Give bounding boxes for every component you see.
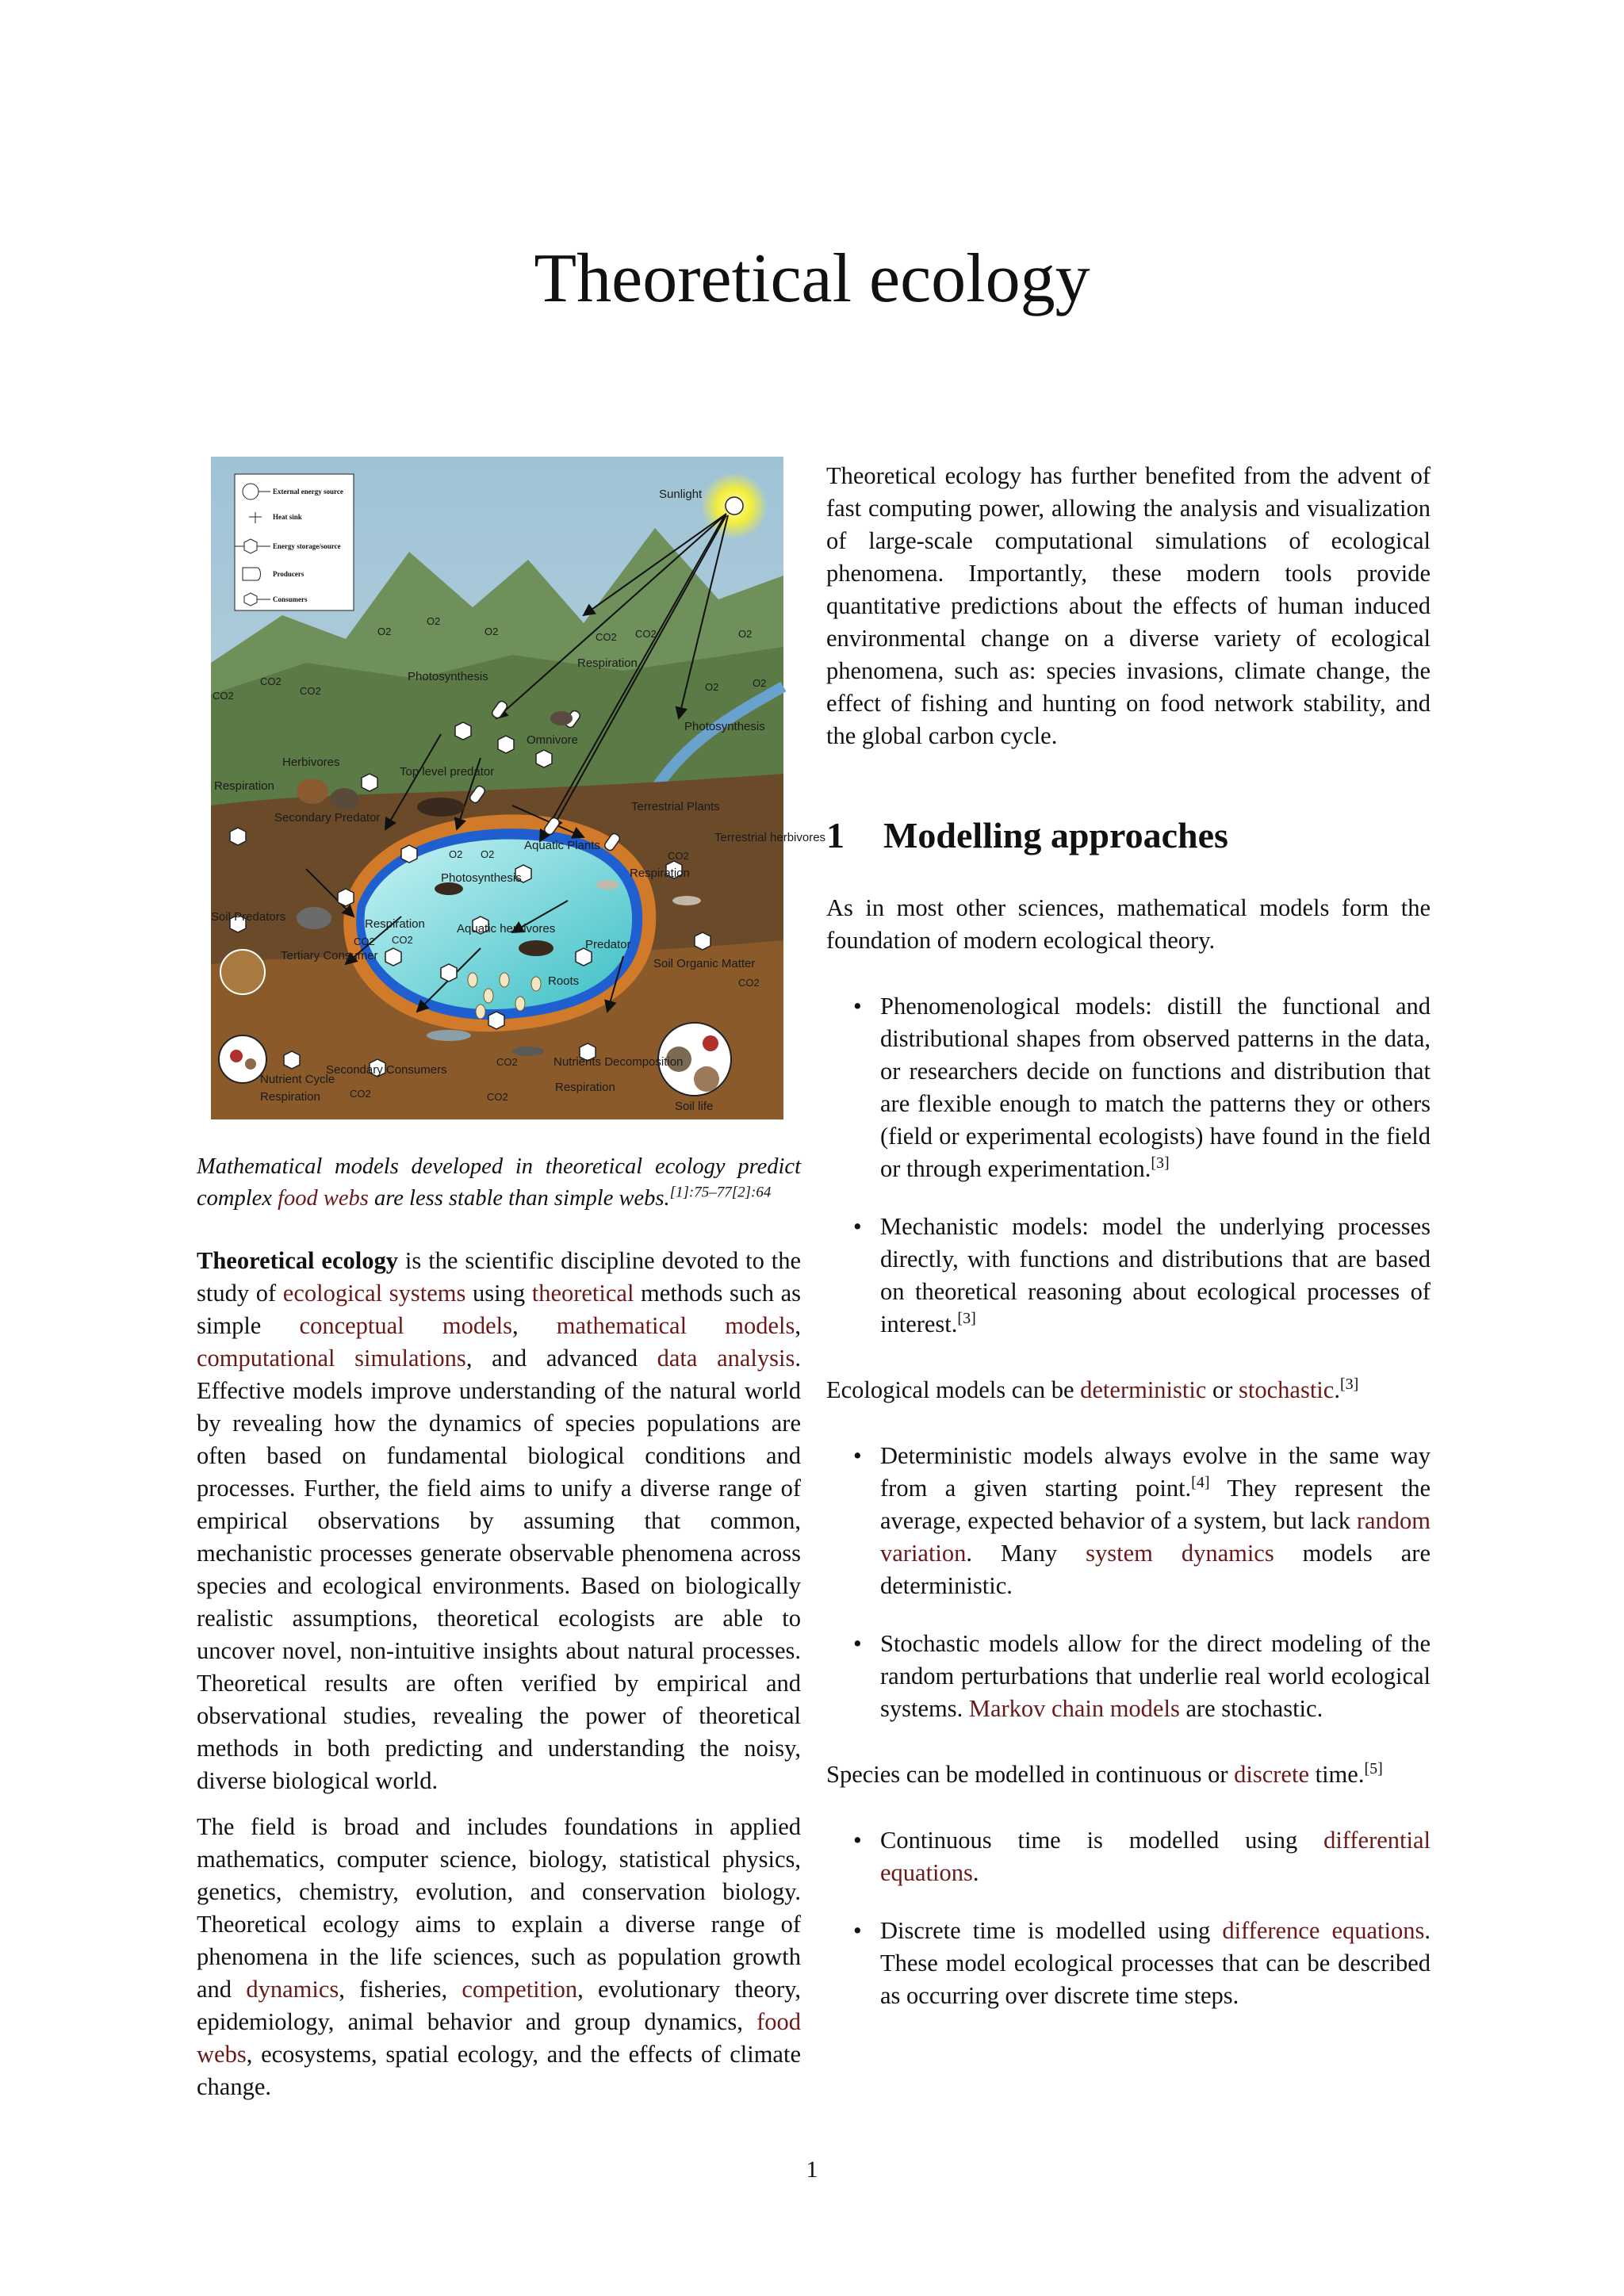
svg-text:O2: O2 bbox=[427, 615, 441, 627]
field-paragraph: The field is broad and includes foundations in applied mathematics, computer science, biology, statistical physics, genetics, chemistry, evolution, and conservation biology. Theoretical ecology aims to explain a diverse range of phenomena in the life sciences, such as population growth and dynamics, fisheries, competition, evolutionary theory, epidemiology, animal behavior and group dynamics, food webs, ecosystems, spatial ecology, and the effects of climate change. bbox=[197, 1813, 802, 2100]
time-list bbox=[826, 1824, 1431, 2012]
figure-caption: Mathematical models developed in theoretical ecology predict complex food webs are less stable than simple webs.$^{[1]:75-77[2]:64}$ bbox=[197, 1154, 801, 1211]
citation-ref[interactable]: [3] bbox=[1151, 1154, 1170, 1172]
svg-text:Photosynthesis: Photosynthesis bbox=[441, 871, 522, 885]
page-title: Theoretical ecology bbox=[534, 240, 1090, 317]
svg-text:Consumers: Consumers bbox=[273, 595, 308, 603]
time-paragraph: Species can be modelled in continuous or discrete time.[5] bbox=[826, 1759, 1383, 1788]
svg-text:Respiration: Respiration bbox=[214, 779, 274, 793]
dynamics-link[interactable]: dynamics bbox=[246, 1976, 339, 2003]
svg-text:Soil Predators: Soil Predators bbox=[211, 910, 286, 924]
svg-text:Top level predator: Top level predator bbox=[400, 765, 495, 779]
conceptual-models-link[interactable]: conceptual models bbox=[299, 1312, 512, 1339]
det-stoch-list bbox=[826, 1440, 1431, 1725]
svg-text:Soil Organic Matter: Soil Organic Matter bbox=[653, 957, 756, 970]
svg-text:O2: O2 bbox=[485, 626, 499, 637]
svg-text:Energy storage/source: Energy storage/source bbox=[273, 542, 341, 550]
svg-text:CO2: CO2 bbox=[496, 1056, 518, 1068]
svg-text:Respiration: Respiration bbox=[555, 1081, 615, 1094]
list-item: • Deterministic models always evolve in the same way from a given starting point.[4] They represent the average, expected behavior of a system, but lack random variation. Many system dynamics models are deterministic. bbox=[826, 1440, 1431, 1602]
difference-equations-link[interactable]: difference equations bbox=[1222, 1917, 1425, 1944]
section-heading: 1 Modelling approaches bbox=[826, 815, 1228, 855]
computational-simulations-link[interactable]: computational simulations bbox=[197, 1345, 466, 1372]
svg-text:Aquatic herbivores: Aquatic herbivores bbox=[457, 922, 556, 936]
intro-paragraph: Theoretical ecology is the scientific discipline devoted to the study of ecological systems using theoretical methods such as simple conceptual models, mathematical models, computational simulations, and advanced data analysis. Effective models improve understanding of the natural world by revealing how the dynamics of species populations are often based on fundamental biological conditions and processes. Further, the field aims to unify a diverse range of empirical observations by assuming that common, mechanistic processes generate observable phenomena across species and ecological environments. Based on biologically realistic assumptions, theoretical ecologists are able to uncover novel, non-intuitive insights about natural processes. Theoretical results are often verified by empirical and observational studies, revealing the power of theoretical methods in both predicting and understanding the noisy, diverse biological world. bbox=[197, 1247, 802, 1794]
food-web-figure bbox=[211, 457, 826, 1119]
citation-refs[interactable]: [1]:75–77[2]:64 bbox=[669, 1184, 772, 1201]
system-dynamics-link[interactable]: system dynamics bbox=[1086, 1540, 1274, 1567]
svg-text:Photosynthesis: Photosynthesis bbox=[408, 670, 488, 683]
svg-text:CO2: CO2 bbox=[487, 1091, 508, 1103]
svg-text:Roots: Roots bbox=[548, 974, 580, 988]
list-item: • Stochastic models allow for the direct modeling of the random perturbations that underlie real world ecological systems. Markov chain models are stochastic. bbox=[826, 1628, 1431, 1725]
svg-text:Producers: Producers bbox=[273, 570, 304, 578]
figure-legend bbox=[235, 474, 354, 610]
svg-text:Terrestrial herbivores: Terrestrial herbivores bbox=[714, 831, 826, 844]
svg-text:CO2: CO2 bbox=[596, 631, 617, 643]
svg-text:O2: O2 bbox=[705, 681, 719, 693]
svg-text:Secondary Predator: Secondary Predator bbox=[274, 811, 381, 825]
svg-text:CO2: CO2 bbox=[738, 977, 760, 989]
mathematical-models-link[interactable]: mathematical models bbox=[556, 1312, 795, 1339]
svg-text:Respiration: Respiration bbox=[630, 867, 690, 880]
svg-text:External energy source: External energy source bbox=[273, 488, 343, 496]
citation-ref[interactable]: [3] bbox=[1339, 1375, 1359, 1393]
svg-text:Photosynthesis: Photosynthesis bbox=[684, 720, 765, 733]
random-variation-link[interactable]: random variation bbox=[880, 1507, 1431, 1567]
deterministic-link[interactable]: deterministic bbox=[1080, 1376, 1207, 1403]
svg-text:Nutrient Cycle: Nutrient Cycle bbox=[260, 1073, 335, 1086]
svg-text:O2: O2 bbox=[377, 626, 392, 637]
right-column bbox=[826, 460, 1431, 2012]
data-analysis-link[interactable]: data analysis bbox=[657, 1345, 795, 1372]
svg-text:Aquatic Plants: Aquatic Plants bbox=[524, 839, 600, 852]
citation-ref[interactable]: [5] bbox=[1364, 1759, 1383, 1777]
nutrient-cycle-inset bbox=[219, 1035, 266, 1083]
svg-text:Herbivores: Herbivores bbox=[282, 756, 340, 769]
svg-text:O2: O2 bbox=[449, 848, 463, 860]
modelling-intro: As in most other sciences, mathematical models form the foundation of modern ecological theory. bbox=[826, 894, 1431, 954]
page-number: 1 bbox=[806, 2156, 818, 2183]
list-item: • Mechanistic models: model the underlying processes directly, with functions and distributions that are based on theoretical reasoning about ecological processes of interest.[3] bbox=[826, 1211, 1431, 1341]
svg-text:CO2: CO2 bbox=[668, 850, 689, 862]
svg-text:Heat sink: Heat sink bbox=[273, 513, 302, 521]
list-item: • Phenomenological models: distill the functional and distributional shapes from observed patterns in the data, or researchers decide on functions and distribution that are flexible enough to match the patterns they or others (field or experimental ecologists) have found in the field or through experimentation.[3] bbox=[826, 990, 1431, 1185]
svg-text:Respiration: Respiration bbox=[365, 917, 425, 931]
svg-text:Sunlight: Sunlight bbox=[659, 488, 703, 501]
svg-text:O2: O2 bbox=[481, 848, 495, 860]
det-stoch-paragraph: Ecological models can be deterministic or stochastic.[3] bbox=[826, 1375, 1359, 1403]
svg-text:Predator: Predator bbox=[585, 938, 631, 951]
svg-text:CO2: CO2 bbox=[300, 685, 321, 697]
food-webs-link-2[interactable]: food webs bbox=[197, 2008, 801, 2068]
citation-ref[interactable]: [4] bbox=[1191, 1473, 1210, 1491]
food-webs-link[interactable]: food webs bbox=[278, 1186, 369, 1211]
svg-text:O2: O2 bbox=[753, 677, 767, 689]
computing-paragraph: Theoretical ecology has further benefited from the advent of fast computing power, allowing the analysis and visualization of large-scale computational simulations of ecological phenomena. Importantly, these modern tools provide quantitative predictions about the effects of human induced environmental change on a diverse variety of ecological phenomena, such as: species invasions, climate change, the effect of fishing and hunting on food network stability, and the global carbon cycle. bbox=[826, 462, 1431, 749]
svg-text:Respiration: Respiration bbox=[577, 656, 638, 670]
list-item: • Discrete time is modelled using difference equations. These model ecological processes that can be described as occurring over discrete time steps. bbox=[826, 1915, 1431, 2012]
svg-text:CO2: CO2 bbox=[260, 675, 282, 687]
svg-text:CO2: CO2 bbox=[350, 1088, 371, 1100]
stochastic-link[interactable]: stochastic bbox=[1239, 1376, 1335, 1403]
svg-text:O2: O2 bbox=[738, 628, 753, 640]
discrete-link[interactable]: discrete bbox=[1234, 1761, 1309, 1788]
list-item: • Continuous time is modelled using differential equations. bbox=[826, 1824, 1431, 1889]
citation-ref[interactable]: [3] bbox=[957, 1309, 976, 1327]
svg-text:Secondary Consumers: Secondary Consumers bbox=[326, 1063, 447, 1077]
svg-text:Respiration: Respiration bbox=[260, 1090, 320, 1104]
differential-equations-link[interactable]: differential equations bbox=[880, 1827, 1431, 1886]
markov-chain-link[interactable]: Markov chain models bbox=[968, 1695, 1180, 1722]
model-types-list bbox=[826, 990, 1431, 1341]
svg-text:CO2: CO2 bbox=[392, 934, 413, 946]
competition-link[interactable]: competition bbox=[462, 1976, 578, 2003]
ecological-systems-link[interactable]: ecological systems bbox=[282, 1280, 466, 1307]
svg-text:Nutrients Decomposition: Nutrients Decomposition bbox=[553, 1055, 684, 1069]
left-column bbox=[197, 1245, 801, 2103]
svg-text:CO2: CO2 bbox=[354, 936, 375, 947]
theoretical-link[interactable]: theoretical bbox=[531, 1280, 634, 1307]
svg-text:CO2: CO2 bbox=[635, 628, 657, 640]
svg-text:Tertiary Consumer: Tertiary Consumer bbox=[281, 949, 378, 962]
food-web-diagram bbox=[211, 457, 826, 1119]
svg-text:CO2: CO2 bbox=[213, 690, 234, 702]
svg-text:Terrestrial Plants: Terrestrial Plants bbox=[631, 800, 720, 813]
svg-text:Omnivore: Omnivore bbox=[527, 733, 579, 747]
svg-text:Soil life: Soil life bbox=[675, 1100, 714, 1113]
